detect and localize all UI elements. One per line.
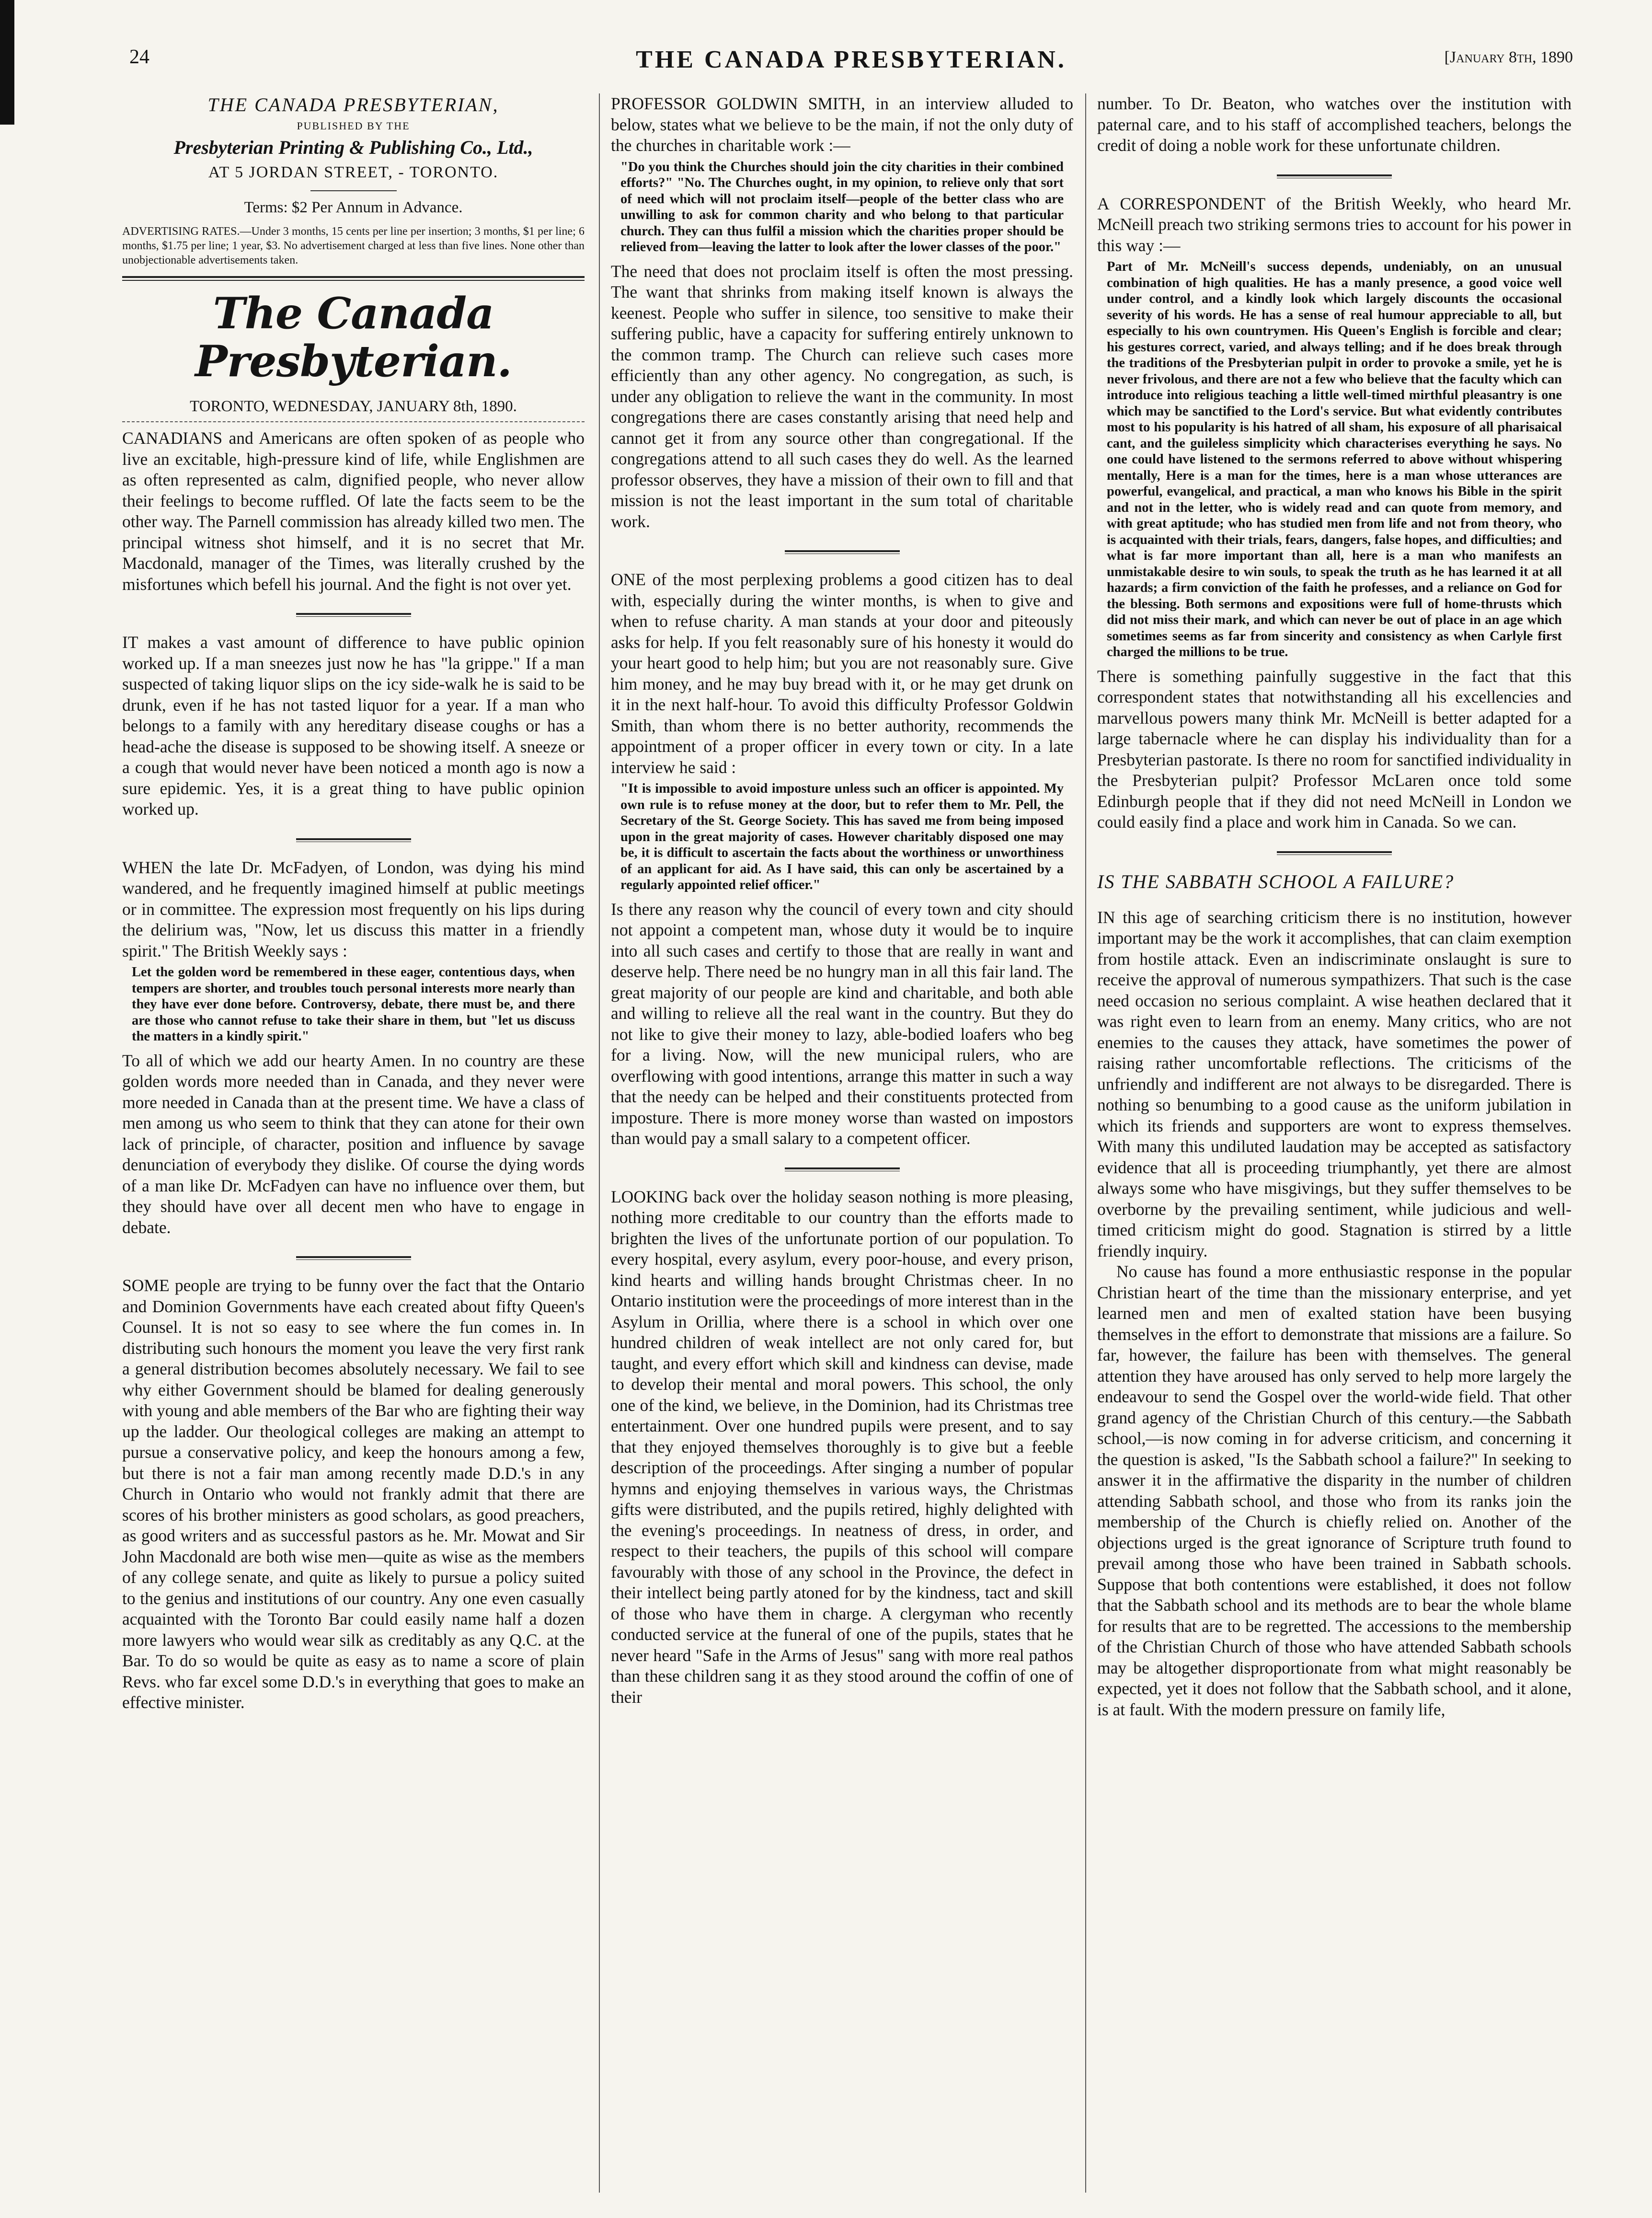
block-quote: "Do you think the Churches should join the city charities in their combined efforts?" "No. The Churches ought, in my opinion, to relieve only that sort of need which will not proclaim itself—people of the better class who are unwilling to ask for common charity and who belong to that particular church. They can thus fulfil a mission which the charities proper should be relieved from—leaving the latter to look after the lower classes of the poor." bbox=[620, 159, 1064, 254]
masthead-title: THE CANADA PRESBYTERIAN, bbox=[207, 94, 499, 116]
masthead-company: Presbyterian Printing & Publishing Co., Ltd., bbox=[173, 137, 533, 158]
block-quote: Let the golden word be remembered in these eager, contentious days, when tempers are shorter, and troubles touch personal interests more nearly than they have ever done before. Controversy, debate, there must be, and there are those who cannot refuse to take their share in them, but "let us discuss the matters in a kindly spirit." bbox=[132, 965, 575, 1044]
column-1 bbox=[122, 93, 585, 1713]
article-continued: The need that does not proclaim itself is often the most pressing. The want that shrinks from making itself known is always the keenest. People who suffer in silence, too sensitive to make their suffering public, have a capacity for suffering entirely unknown to the common tramp. The Church can relieve such cases more efficiently than any other agency. No congregation, as such, is under any obligation to relieve the want in the community. In most congregations there are cases constantly arising that need help and cannot get it from any source other than congregational. If the congregations attend to all such cases they do well. As the learned professor observes, they have a mission of their own to fill and that mission is not the least important in the sum total of charitable work. bbox=[611, 261, 1073, 531]
divider bbox=[122, 276, 585, 281]
article: WHEN the late Dr. McFadyen, of London, was dying his mind wandered, and he frequently imagined himself at public meetings or in committee. The expression most frequently on his lips during the delirium was, "Now, let us discuss this matter in a friendly spirit." The British Weekly says : bbox=[122, 857, 585, 960]
article: IT makes a vast amount of difference to have public opinion worked up. If a man sneezes just now he has "la grippe." If a man suspected of taking liquor slips on the icy side-walk he is said to be drunk, even if he has not tasted liquor for a year. If a man who belongs to a family with any hereditary disease coughs or has a head-ache the disease is supposed to be showing itself. A sneeze or a cough that would never have been noticed a month ago is now a sure epidemic. Yes, it is a great thing to have public opinion worked up. bbox=[122, 633, 585, 819]
article: A CORRESPONDENT of the British Weekly, who heard Mr. McNeill preach two striking sermons tries to account for his power in this way :— bbox=[1097, 194, 1572, 255]
divider bbox=[296, 1256, 411, 1260]
page-number: 24 bbox=[129, 46, 149, 68]
masthead bbox=[122, 93, 585, 422]
column-rule bbox=[1085, 93, 1086, 2193]
column-3 bbox=[1097, 93, 1572, 1720]
article-continued: There is something painfully suggestive in the fact that this correspondent states that notwithstanding all his excellencies and marvellous powers many think Mr. McNeill is better adapted for a large tabernacle where he can display his individuality than for a Presbyterian pastorate. Is there no room for sanctified individuality in the Presbyterian pulpit? Professor McLaren once told some Edinburgh people that if they did not need McNeill in London we could easily find a place and work him in Canada. So we can. bbox=[1097, 666, 1572, 832]
block-quote: Part of Mr. McNeill's success depends, undeniably, on an unusual combination of high qualities. He has a manly presence, a good voice well under control, and a kindly look which largely discounts the occasional severity of his words. He has a sense of real humour appreciable to all, but especially to his own countrymen. His Queen's English is forcible and clear; his gestures correct, varied, and always telling; and if he does break through the traditions of the Presbyterian pulpit in order to provoke a smile, yet he is never frivolous, and there are not a few who believe that the faculty which can introduce into religious teaching a little well-timed mirthful pleasantry is one which may be sanctified to the Lord's service. But what evidently contributes most to his popularity is his hatred of all sham, his exposure of all pharisaical cant, and the guileless simplicity which characterises everything he says. No one could have listened to the sermons referred to above without whispering mentally, Here is a man for the times, here is a man whose utterances are powerful, evangelical, and practical, a man who knows his Bible in the spirit and not in the letter, who is widely read and can quote from memory, and with great aptitude; who has studied men from life and not from theory, who is acquainted with their trials, fears, dangers, false hopes, and difficulties; and what is far more important than all, here is a man who manifests an unmistakable desire to win souls, to speak the truth as he has learned it at all hazards; a firm conviction of the faith he professes, and a reliance on God for the blessing. Both sermons and expositions were full of home-thrusts which did not miss their mark, and which can never be out of place in an age which sometimes seems as far from sincerity and consistency as when Carlyle first charged the millions to be true. bbox=[1107, 259, 1562, 659]
article: LOOKING back over the holiday season nothing is more pleasing, nothing more creditable to our country than the efforts made to brighten the lives of the unfortunate portion of our population. To every hospital, every asylum, every poor-house, and every prison, kind hearts and willing hands brought Christmas cheer. In no Ontario institution were the proceedings of more interest than in the Asylum in Orillia, where there is a school in which over one hundred children of weak intellect are not only cared for, but taught, and every effort which skill and kindness can devise, made to develop their mental and moral powers. This school, the only one of the kind, we believe, in the Dominion, had its Christmas tree entertainment. Over one hundred pupils were present, and to say that they enjoyed themselves thoroughly is to give but a feeble description of the proceedings. After singing a number of popular hymns and enjoying themselves in various ways, the Christmas gifts were distributed, and the pupils retired, highly delighted with the evening's proceedings. In neatness of dress, in order, and respect to their teachers, the pupils of this school will compare favourably with those of any school in the Province, the defect in their intellect being partly atoned for by the kindness, tact and skill of those who have them in charge. A clergyman who recently conducted service at the funeral of one of the pupils, states that he never heard "Safe in the Arms of Jesus" sang with more real pathos than these children sang it as they stood around the coffin of one of their bbox=[611, 1187, 1073, 1707]
masthead-address: AT 5 JORDAN STREET, - TORONTO. bbox=[208, 163, 499, 181]
divider bbox=[1277, 851, 1392, 855]
article: SOME people are trying to be funny over the fact that the Ontario and Dominion Governments have each created about fifty Queen's Counsel. It is not so easy to see where the fun comes in. In distributing such honours the moment you leave the very first rank a general distribution becomes absolutely necessary. We fail to see why either Government should be blamed for dealing generously with young and able members of the Bar who are fighting their way up the ladder. Our theological colleges are making an attempt to pursue a conservative policy, and keep the honours among a few, but there is not a fair man among recently made D.D.'s in any Church in Ontario who would not frankly admit that there are scores of his brother ministers as good scholars, as good preachers, as good writers and as successful pastors as he. Mr. Mowat and Sir John Macdonald are both wise men—quite as wise as the members of any college senate, and quite as likely to pursue a policy suited to the genius and institutions of our country. Any one even casually acquainted with the Toronto Bar could easily name half a dozen more lawyers who would wear silk as creditably as any Q.C. at the Bar. To do so would be quite as easy as to name a score of plain Revs. who far excel some D.D.'s in everything that goes to make an effective minister. bbox=[122, 1276, 585, 1712]
column-rule bbox=[599, 93, 600, 2193]
nameplate: The Canada Presbyterian. bbox=[195, 288, 512, 387]
masthead-published-by: PUBLISHED BY THE bbox=[297, 120, 410, 132]
section-heading: IS THE SABBATH SCHOOL A FAILURE? bbox=[1097, 870, 1455, 892]
dateline: TORONTO, WEDNESDAY, JANUARY 8th, 1890. bbox=[190, 398, 517, 415]
scan-edge bbox=[0, 0, 14, 125]
page-header bbox=[129, 46, 1573, 84]
header-date: [January 8th, 1890 bbox=[1444, 48, 1573, 66]
article-continued: number. To Dr. Beaton, who watches over the institution with paternal care, and to his staff of accomplished teachers, belongs the credit of doing a noble work for these unfortunate children. bbox=[1097, 94, 1572, 155]
article-continued: Is there any reason why the council of every town and city should not appoint a competent man, whose duty it would be to inquire into all such cases and certify to those that are really in want and deserve help. There need be no hungry man in all this fair land. The great majority of our people are kind and charitable, and both able and willing to relieve all the real want in the country. But they do not like to give their money to lazy, able-bodied loafers who beg for a living. Now, will the new municipal rulers, who are overflowing with good intentions, arrange this matter in such a way that the needy can be helped and their constituents protected from imposture. There is more money worse than wasted on impostors than would pay a small salary to a competent officer. bbox=[611, 899, 1073, 1148]
divider bbox=[296, 613, 411, 617]
article-continued: No cause has found a more enthusiastic response in the popular Christian heart of the time than the missionary enterprise, and yet learned men and men of exalted station have been busying themselves in the effort to demonstrate that missions are a failure. So far, however, the failure has been with themselves. The general attention they have aroused has only served to help more largely the endeavour to send the Gospel over the world-wide field. That other grand agency of the Christian Church of this century.—the Sabbath school,—is now coming in for adverse criticism, and concerning it the question is asked, "Is the Sabbath school a failure?" In seeking to answer it in the affirmative the disparity in the number of children attending Sabbath school, and those who from its ranks join the membership of the Church is chiefly relied on. Another of the objections urged is the great ignorance of Scripture truth found to prevail among those who have been trained in Sabbath schools. Suppose that both contentions were established, it does not follow that the Sabbath school and its methods are to bear the whole blame for results that are to be regretted. The accessions to the membership of the Christian Church of those who have attended Sabbath schools may be altogether disproportionate from what might reasonably be expected, yet it does not follow that the Sabbath school, and it alone, is at fault. With the modern pressure on family life, bbox=[1097, 1262, 1572, 1719]
divider bbox=[785, 550, 900, 554]
masthead-terms: Terms: $2 Per Annum in Advance. bbox=[244, 199, 463, 216]
divider bbox=[1277, 174, 1392, 178]
block-quote: "It is impossible to avoid imposture unless such an officer is appointed. My own rule is to refuse money at the door, but to refer them to Mr. Pell, the Secretary of the St. George Society. This has saved me from being imposed upon in the great majority of cases. However charitably disposed one may be, it is difficult to ascertain the facts about the worthiness or unworthiness of an applicant for aid. As I have said, this can only be ascertained by a regularly appointed relief officer." bbox=[620, 781, 1064, 892]
divider bbox=[296, 838, 411, 842]
running-title: THE CANADA PRESBYTERIAN. bbox=[636, 46, 1067, 73]
divider bbox=[310, 190, 397, 191]
article-continued: To all of which we add our hearty Amen. In no country are these golden words more needed than in Canada, and they never were more needed in Canada than at the present time. We have a class of men among us who seem to think that they can atone for their own lack of principle, of character, position and influence by savage denunciation of everybody they dislike. Of course the dying words of a man like Dr. McFadyen can have no influence over them, but they should have over all decent men who have to engage in debate. bbox=[122, 1051, 585, 1237]
column-2 bbox=[611, 93, 1073, 1708]
article: IN this age of searching criticism there is no institution, however important may be the work it accomplishes, that can claim exemption from hostile attack. Even an indiscriminate onslaught is sure to receive the approval of numerous sympathizers. That such is the case need occasion no serious complaint. A wise heathen declared that it was right even to learn from an enemy. Many critics, who are not enemies to the causes they attack, have sometimes the power of raising rather uncomfortable reflections. The criticisms of the unfriendly and indifferent are not always to be disregarded. There is nothing so benumbing to a good cause as the uniform jubilation in which its friends and supporters are wont to express themselves. With many this undiluted laudation may be accepted as satisfactory evidence that all is proceeding triumphantly, yet there are almost always some who have misgivings, but they suffer themselves to be overborne by the prevailing sentiment, while judicious and well-timed criticism might do good. Stagnation is stirred by a little friendly inquiry. bbox=[1097, 907, 1572, 1260]
divider bbox=[785, 1167, 900, 1171]
article: ONE of the most perplexing problems a good citizen has to deal with, especially during the winter months, is when to give and when to refuse charity. A man stands at your door and piteously asks for help. If you felt reasonably sure of his honesty it would do your heart good to help him; but you are not reasonably sure. Give him money, and he may buy bread with it, or he may get drunk on it in the next half-hour. To avoid this difficulty Professor Goldwin Smith, than whom there is no better authority, recommends the appointment of a proper officer in every town or city. In a late interview he said : bbox=[611, 570, 1073, 777]
article: CANADIANS and Americans are often spoken of as people who live an excitable, high-pressure kind of life, while Englishmen are as often represented as calm, dignified people, who never allow their feelings to become ruffled. Of late the facts seem to be the other way. The Parnell commission has already killed two men. The principal witness shot himself, and it is no secret that Mr. Macdonald, manager of the Times, was literally crushed by the misfortunes which befell his journal. And the fight is not over yet. bbox=[122, 428, 585, 594]
article: PROFESSOR GOLDWIN SMITH, in an interview alluded to below, states what we believe to be the main, if not the only duty of the churches in charitable work :— bbox=[611, 94, 1073, 155]
advertising-rates: ADVERTISING RATES.—Under 3 months, 15 cents per line per insertion; 3 months, $1 per line; 6 months, $1.75 per line; 1 year, $3. No advertisement charged at less than five lines. None other than unobjectionable advertisements taken. bbox=[122, 225, 585, 266]
divider bbox=[122, 421, 585, 422]
